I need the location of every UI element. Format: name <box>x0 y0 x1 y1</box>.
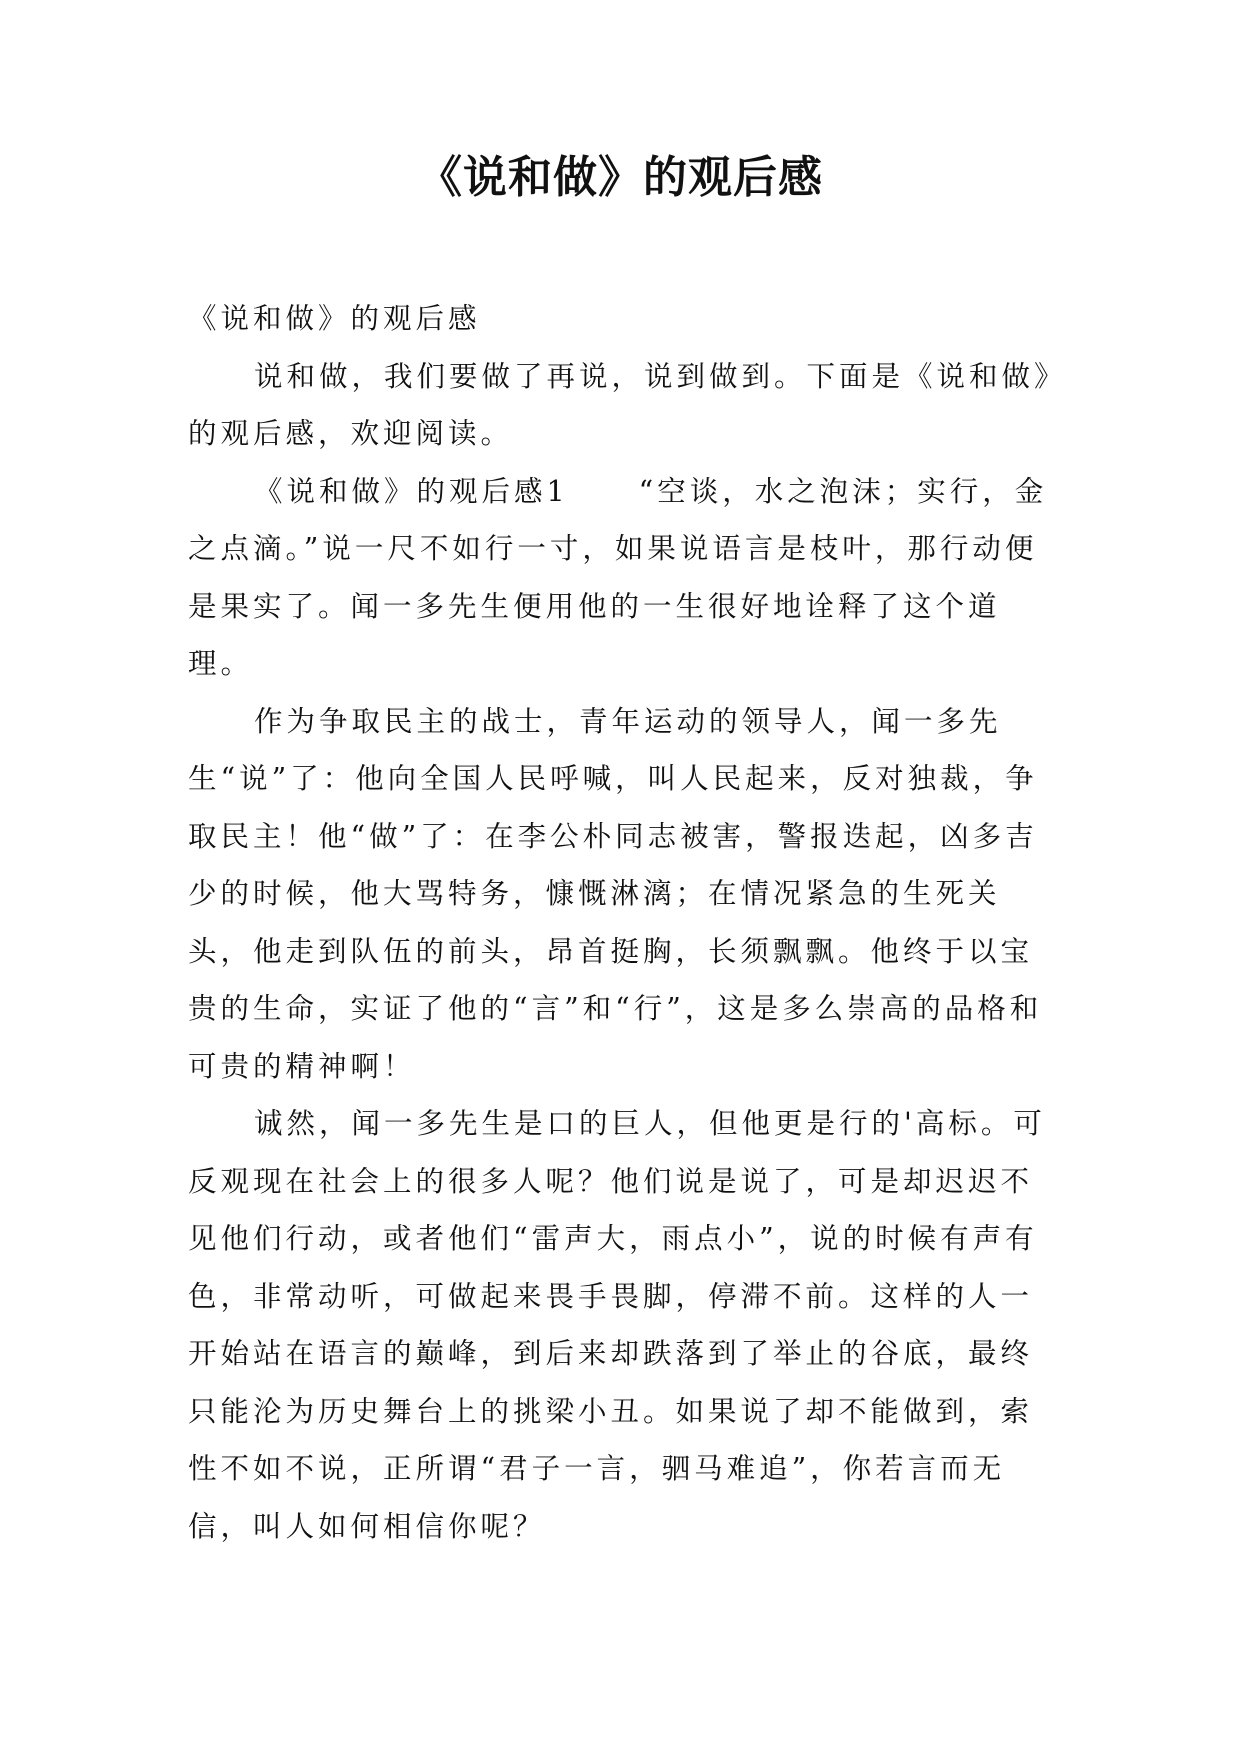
body-paragraph: 诚然，闻一多先生是口的巨人，但他更是行的'高标。可反观现在社会上的很多人呢？他们说是说了，可是却迟迟不见他们行动，或者他们“雷声大，雨点小”，说的时候有声有色，非常动听，可做起来畏手畏脚，停滞不前。这样的人一开始站在语言的巅峰，到后来却跌落到了举止的谷底，最终只能沦为历史舞台上的挑梁小丑。如果说了却不能做到，索性不如不说，正所谓“君子一言，驷马难追”，你若言而无信，叫人如何相信你呢？ <box>188 1107 1046 1543</box>
document-body <box>188 290 1054 1555</box>
document-title: 《说和做》的观后感 <box>418 152 823 203</box>
essay-1-heading: 《说和做》的观后感1 <box>254 474 569 508</box>
essay-1-paragraph <box>188 463 1054 693</box>
intro-paragraph: 说和做，我们要做了再说，说到做到。下面是《说和做》的观后感，欢迎阅读。 <box>188 359 1053 450</box>
body-heading: 《说和做》的观后感 <box>188 302 481 335</box>
body-paragraph: 作为争取民主的战士，青年运动的领导人，闻一多先生“说”了：他向全国人民呼喊，叫人民起来，反对独裁，争取民主！他“做”了：在李公朴同志被害，警报迭起，凶多吉少的时候，他大骂特务，慷慨淋漓；在情况紧急的生死关头，他走到队伍的前头，昂首挺胸，长须飘飘。他终于以宝贵的生命，实证了他的“言”和“行”，这是多么崇高的品格和可贵的精神啊！ <box>188 704 1043 1083</box>
essay-1-opening: “空谈，水之泡沫；实行，金之点滴。”说一尺不如行一寸，如果说语言是枝叶，那行动便是果实了。闻一多先生便用他的一生很好地诠释了这个道理。 <box>188 474 1048 680</box>
